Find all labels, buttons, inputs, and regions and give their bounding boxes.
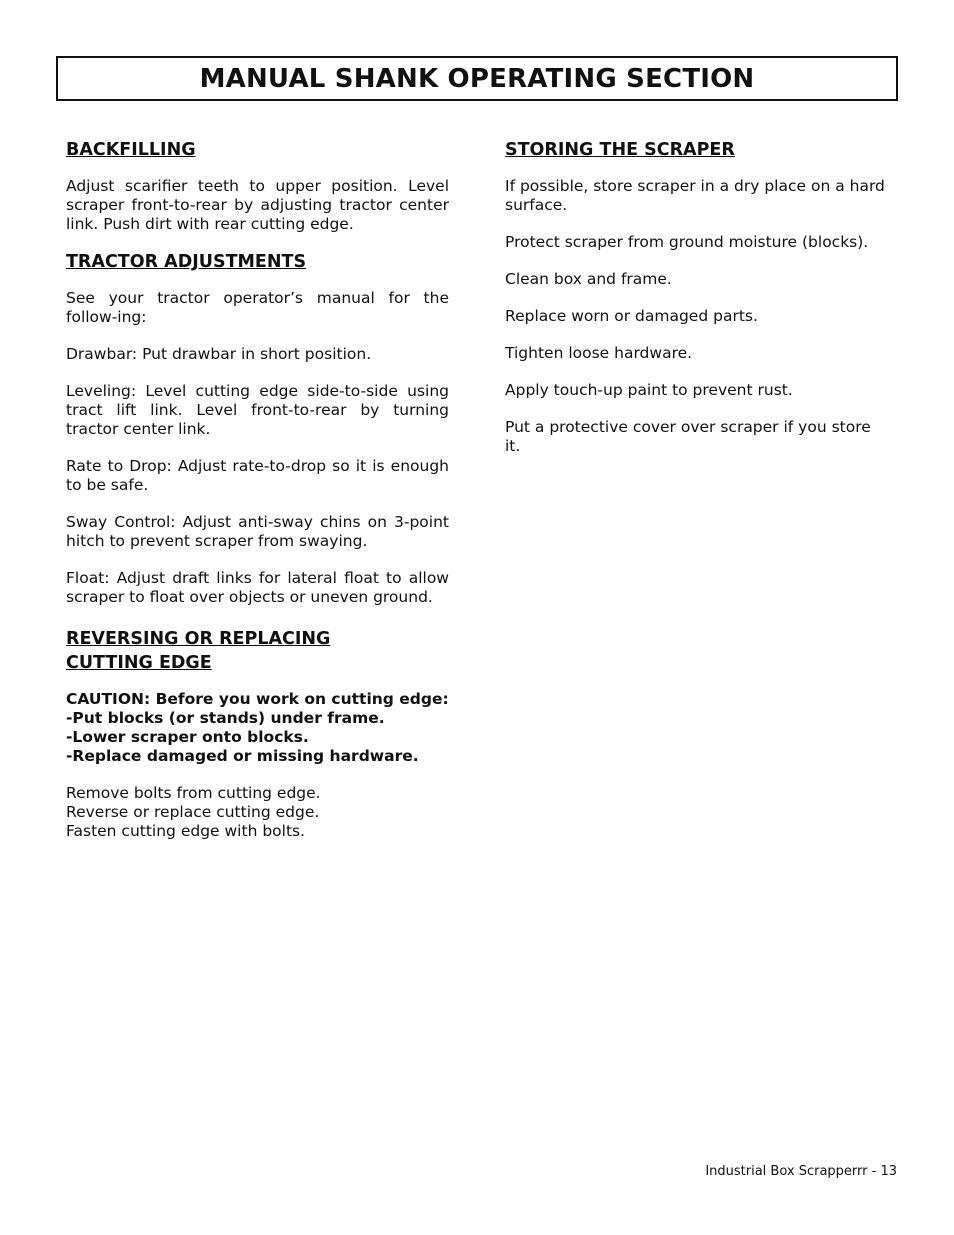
page-title-box <box>56 56 898 101</box>
storing-item: Protect scraper from ground moisture (blocks). <box>505 233 869 251</box>
caution-line: -Lower scraper onto blocks. <box>66 728 309 746</box>
storing-item: Put a protective cover over scraper if you store it. <box>505 418 871 455</box>
reversing-heading-line1: REVERSING OR REPLACING <box>66 629 331 649</box>
storing-item: Replace worn or damaged parts. <box>505 307 758 325</box>
float-text: Float: Adjust draft links for lateral float to allow scraper to float over objects or uneven ground. <box>66 569 449 606</box>
storing-item: If possible, store scraper in a dry place on a hard surface. <box>505 177 885 214</box>
leveling-text: Leveling: Level cutting edge side-to-side using tract lift link. Level front-to-rear by turning tractor center link. <box>66 382 449 438</box>
step-line: Reverse or replace cutting edge. <box>66 803 320 821</box>
storing-heading: STORING THE SCRAPER <box>505 140 735 160</box>
caution-line: -Put blocks (or stands) under frame. <box>66 709 385 727</box>
tractor-intro-text: See your tractor operator’s manual for the follow-ing: <box>66 289 449 326</box>
page-title: MANUAL SHANK OPERATING SECTION <box>199 63 755 94</box>
right-column <box>505 138 890 456</box>
storing-item: Clean box and frame. <box>505 270 672 288</box>
caution-line: CAUTION: Before you work on cutting edge: <box>66 690 449 708</box>
drawbar-text: Drawbar: Put drawbar in short position. <box>66 345 372 363</box>
caution-line: -Replace damaged or missing hardware. <box>66 747 419 765</box>
rate-to-drop-text: Rate to Drop: Adjust rate-to-drop so it is enough to be safe. <box>66 457 449 494</box>
page-footer: Industrial Box Scrapperrr - 13 <box>705 1164 897 1179</box>
cutting-edge-steps <box>66 784 449 841</box>
step-line: Fasten cutting edge with bolts. <box>66 822 306 840</box>
backfilling-heading: BACKFILLING <box>66 140 196 160</box>
reversing-heading-line2: CUTTING EDGE <box>66 653 212 673</box>
backfilling-text: Adjust scarifier teeth to upper position. Level scraper front-to-rear by adjusting tractor center link. Push dirt with rear cutting edge. <box>66 177 449 233</box>
sway-control-text: Sway Control: Adjust anti-sway chins on 3-point hitch to prevent scraper from swaying. <box>66 513 449 550</box>
storing-item: Tighten loose hardware. <box>505 344 693 362</box>
step-line: Remove bolts from cutting edge. <box>66 784 321 802</box>
left-column <box>66 138 449 841</box>
caution-block <box>66 690 449 766</box>
storing-item: Apply touch-up paint to prevent rust. <box>505 381 793 399</box>
tractor-adjustments-heading: TRACTOR ADJUSTMENTS <box>66 252 307 272</box>
